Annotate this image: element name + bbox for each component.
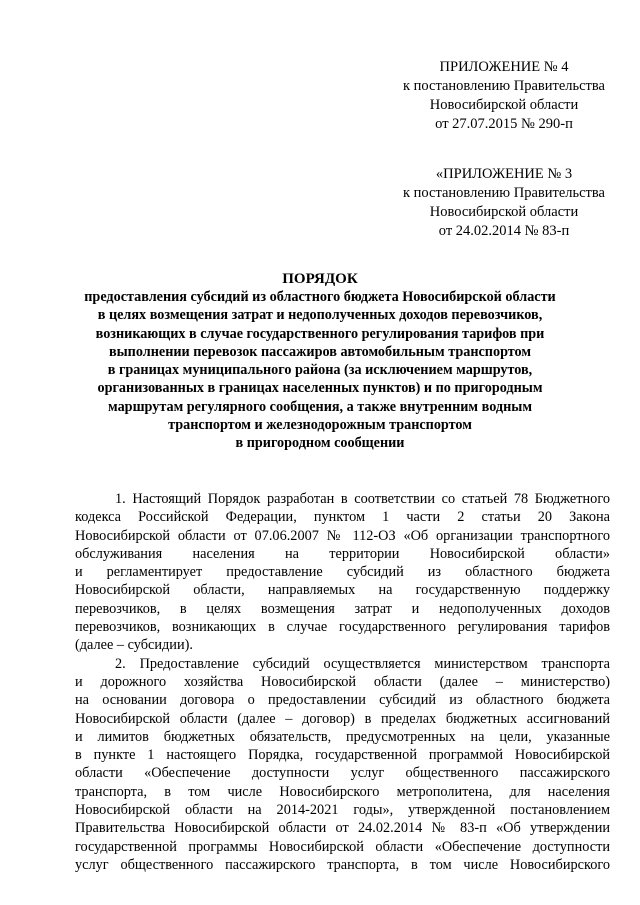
appendix-line: Новосибирской области bbox=[429, 204, 579, 220]
paragraph-2 bbox=[75, 655, 610, 875]
paragraph-line: услуг общественного пассажирского транспорта, в том числе Новосибирского bbox=[75, 856, 610, 873]
document-body bbox=[75, 490, 610, 874]
subtitle-line: выполнении перевозок пассажиров автомобильным транспортом bbox=[108, 343, 532, 360]
paragraph-1 bbox=[75, 490, 610, 655]
paragraph-line: транспорта, в том числе Новосибирского метрополитена, для населения bbox=[75, 783, 610, 800]
subtitle-line: предоставления субсидий из областного бюджета Новосибирской области bbox=[84, 289, 556, 305]
appendix-line: от 24.02.2014 № 83-п bbox=[438, 223, 570, 239]
paragraph-line: перевозчиков, в целях возмещения затрат и недополученных доходов bbox=[75, 600, 610, 617]
appendix-current-header bbox=[390, 58, 618, 134]
paragraph-line: 1. Настоящий Порядок разработан в соответствии со статьей 78 Бюджетного bbox=[115, 491, 610, 507]
appendix-line: к постановлению Правительства bbox=[403, 185, 605, 201]
paragraph-line: и дорожного хозяйства Новосибирской области (далее – министерство) bbox=[75, 673, 610, 690]
document-subtitle bbox=[60, 288, 580, 453]
appendix-line: к постановлению Правительства bbox=[403, 78, 605, 94]
subtitle-line: в границах муниципального района (за исключением маршрутов, bbox=[107, 362, 533, 379]
subtitle-line: возникающих в случае государственного регулирования тарифов при bbox=[95, 325, 545, 342]
paragraph-line: перевозчиков, возникающих в случае государственного регулирования тарифов bbox=[75, 619, 610, 636]
appendix-previous-header bbox=[390, 165, 618, 241]
subtitle-line: в целях возмещения затрат и недополученных доходов перевозчиков, bbox=[97, 307, 543, 324]
paragraph-line: государственной программы Новосибирской области «Обеспечение доступности bbox=[75, 838, 610, 855]
subtitle-line: маршрутам регулярного сообщения, а также внутренним водным bbox=[108, 398, 532, 415]
paragraph-line: на основании договора о предоставлении субсидий из областного бюджета bbox=[75, 692, 610, 709]
paragraph-line: и лимитов бюджетных обязательств, предусмотренных на цели, указанные bbox=[75, 728, 610, 745]
paragraph-line: в пункте 1 настоящего Порядка, государственной программой Новосибирской bbox=[75, 747, 610, 764]
paragraph-line: и регламентирует предоставление субсидий из областного бюджета bbox=[75, 564, 610, 581]
appendix-line: Новосибирской области bbox=[429, 97, 579, 113]
paragraph-line: кодекса Российской Федерации, пунктом 1 части 2 статьи 20 Закона bbox=[75, 509, 610, 526]
paragraph-line: обслуживания населения на территории Новосибирской области» bbox=[75, 545, 610, 562]
paragraph-line: Правительства Новосибирской области от 24.02.2014 № 83-п «Об утверждении bbox=[75, 820, 610, 837]
paragraph-line: области «Обеспечение доступности услуг общественного пассажирского bbox=[75, 765, 610, 782]
paragraph-line: Новосибирской области на 2014-2021 годы», утвержденной постановлением bbox=[75, 802, 610, 819]
paragraph-line: Новосибирской области (далее – договор) в пределах бюджетных ассигнований bbox=[75, 710, 610, 727]
appendix-line: «ПРИЛОЖЕНИЕ № 3 bbox=[435, 166, 573, 182]
document-title: ПОРЯДОК bbox=[282, 271, 358, 287]
paragraph-line: (далее – субсидии). bbox=[75, 637, 193, 654]
paragraph-line: Новосибирской области от 07.06.2007 № 112-ОЗ «Об организации транспортного bbox=[75, 527, 610, 544]
subtitle-line: транспортом и железнодорожным транспортом bbox=[168, 417, 472, 434]
subtitle-line: организованных в границах населенных пунктов) и по пригородным bbox=[97, 380, 543, 397]
paragraph-line: Новосибирской области, направляемых на государственную поддержку bbox=[75, 582, 610, 599]
appendix-line: от 27.07.2015 № 290-п bbox=[435, 116, 573, 132]
subtitle-line: в пригородном сообщении bbox=[235, 435, 405, 452]
paragraph-line: 2. Предоставление субсидий осуществляется министерством транспорта bbox=[115, 655, 610, 672]
appendix-line: ПРИЛОЖЕНИЕ № 4 bbox=[439, 59, 569, 75]
